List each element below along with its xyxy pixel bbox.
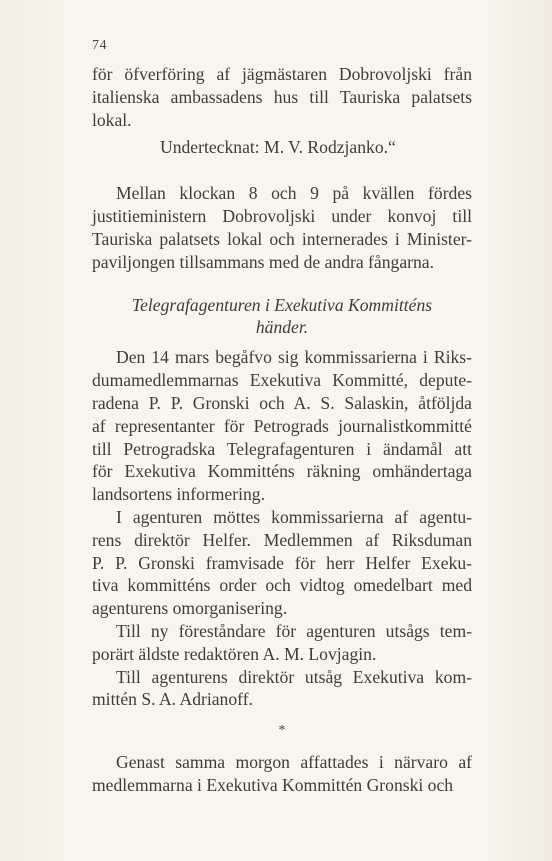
text-line: af representanter för Petrograds journalistkommitté <box>92 415 472 436</box>
text-line: italienska ambassadens hus till Tauriska palatsets <box>92 86 472 107</box>
text-line: radena P. P. Gronski och A. S. Salaskin, åtföljda <box>92 392 472 413</box>
text-line: Till ny föreståndare för agenturen utsågs tem- <box>116 620 472 641</box>
text-line: mittén S. A. Adrianoff. <box>92 689 253 710</box>
signature-line: Undertecknat: M. V. Rodzjanko.“ <box>160 137 396 158</box>
page-number: 74 <box>92 38 107 53</box>
paragraph-2 <box>92 182 472 273</box>
text-line: justitieministern Dobrovoljski under konvoj till <box>92 205 472 226</box>
text-line: I agenturen möttes kommissarierna af agentu- <box>116 506 472 527</box>
section-heading <box>92 294 472 338</box>
text-line: landsortens informering. <box>92 484 265 505</box>
text-line: medlemmarna i Exekutiva Kommittén Gronski och <box>92 774 454 795</box>
text-line: Tauriska palatsets lokal och internerades i Minister- <box>92 228 472 249</box>
page-text <box>92 63 472 797</box>
text-line: för Exekutiva Kommitténs räkning omhändertaga <box>92 461 472 482</box>
paragraph-7 <box>92 751 472 797</box>
section-separator: * <box>278 723 286 739</box>
text-line: tiva kommitténs order och vidtog omedelbart med <box>92 575 472 596</box>
heading-line: Telegrafagenturen i Exekutiva Kommitténs <box>131 295 433 316</box>
text-line: lokal. <box>92 109 132 130</box>
paragraph-4 <box>92 506 472 620</box>
text-line: paviljongen tillsammans med de andra fångarna. <box>92 251 434 272</box>
paragraph-1 <box>92 63 472 131</box>
text-line: rens direktör Helfer. Medlemmen af Riksduman <box>92 529 472 550</box>
text-line: porärt äldste redaktören A. M. Lovjagin. <box>92 643 377 664</box>
text-line: dumamedlemmarnas Exekutiva Kommitté, depute- <box>92 370 472 391</box>
paragraph-3 <box>92 346 472 506</box>
text-line: Till agenturens direktör utsåg Exekutiva kom- <box>116 666 472 687</box>
heading-line: händer. <box>255 317 309 338</box>
text-line: för öfverföring af jägmästaren Dobrovoljski från <box>92 64 472 84</box>
text-line: Mellan klockan 8 och 9 på kvällen fördes <box>116 183 472 204</box>
text-line: agenturens omorganisering. <box>92 598 288 619</box>
text-line: Genast samma morgon affattades i närvaro af <box>116 751 472 772</box>
text-line: till Petrogradska Telegrafagenturen i ändamål att <box>92 438 472 459</box>
text-line: Den 14 mars begåfvo sig kommissarierna i Riks- <box>116 347 472 368</box>
paragraph-6 <box>92 666 472 712</box>
paragraph-5 <box>92 620 472 666</box>
text-line: P. P. Gronski framvisade för herr Helfer Exeku- <box>92 552 472 573</box>
